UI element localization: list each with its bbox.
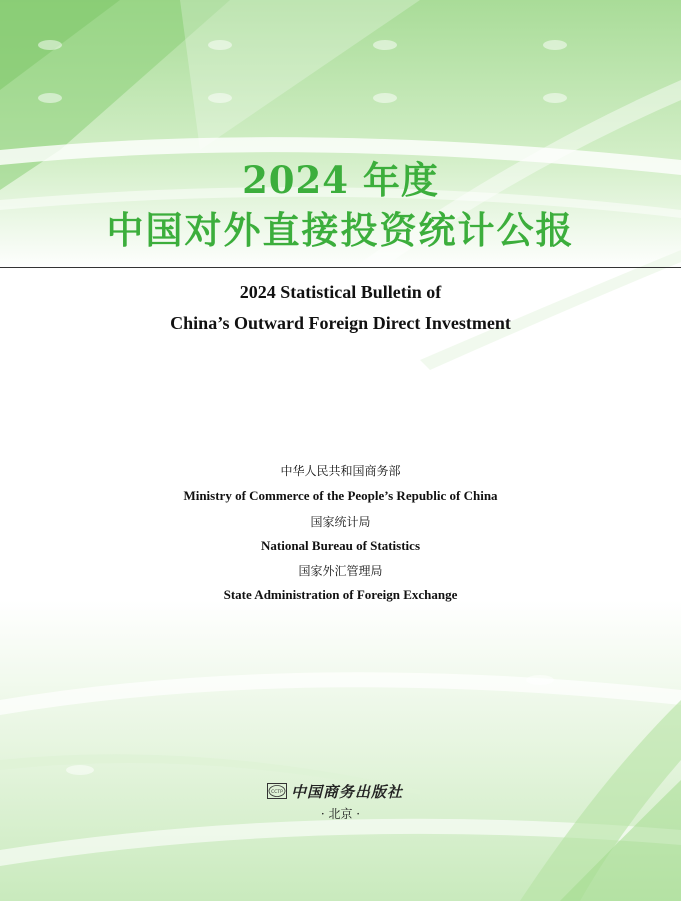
issuer-safe-en: State Administration of Foreign Exchange xyxy=(223,587,458,602)
publisher-logo-icon xyxy=(267,783,287,799)
title-divider xyxy=(0,267,681,268)
issuer-nbs-cn: 国家统计局 xyxy=(310,515,371,529)
publisher-logo-text: CCTP xyxy=(271,790,283,795)
issuer-mofcom-cn: 中华人民共和国商务部 xyxy=(280,464,401,478)
cover-title-en-line1: 2024 Statistical Bulletin of xyxy=(239,282,442,302)
issuer-safe-cn: 国家外汇管理局 xyxy=(298,564,383,578)
publisher-city: · 北京 · xyxy=(320,807,361,821)
issuer-mofcom-en: Ministry of Commerce of the People’s Republic of China xyxy=(183,488,498,503)
cover-title-en-line2: China’s Outward Foreign Direct Investment xyxy=(170,313,511,333)
cover-title-cn-year: 2024 年度 xyxy=(242,158,439,202)
publisher-name: 中国商务出版社 xyxy=(291,782,404,801)
cover-title-cn: 中国对外直接投资统计公报 xyxy=(106,208,575,252)
issuer-nbs-en: National Bureau of Statistics xyxy=(260,538,420,553)
publisher xyxy=(267,780,403,802)
